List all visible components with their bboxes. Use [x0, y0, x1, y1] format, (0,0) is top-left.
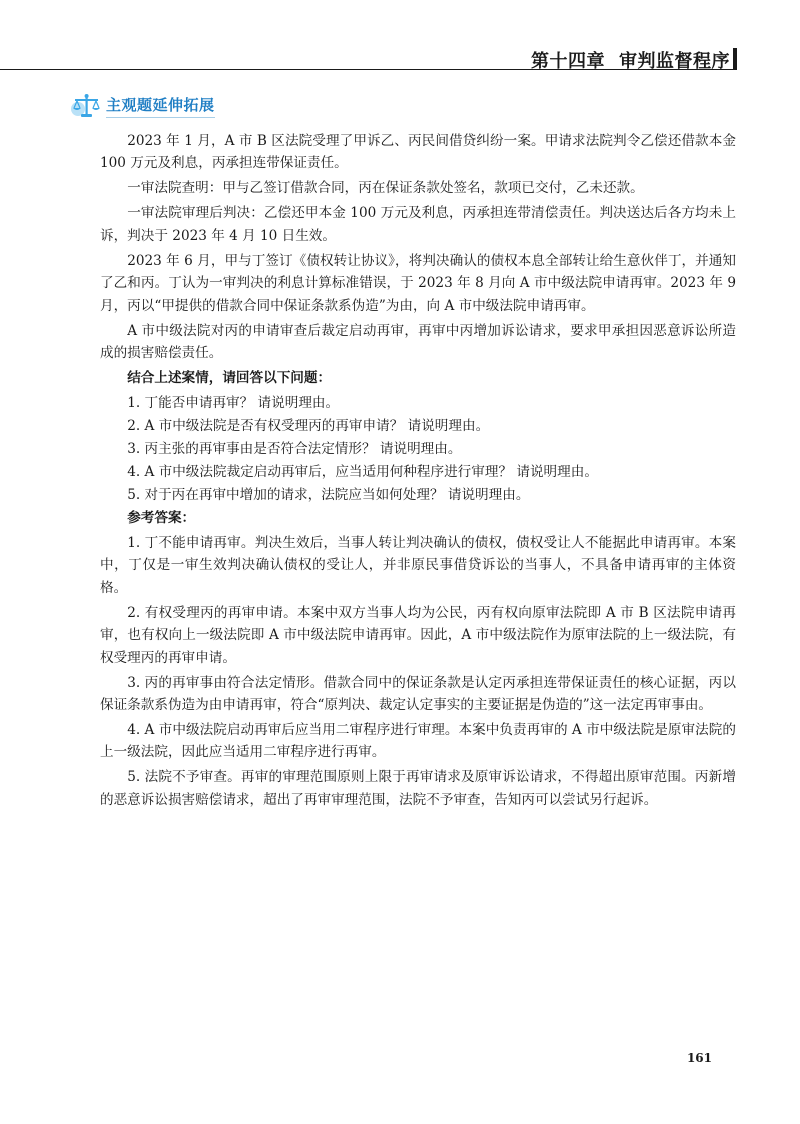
question-item: 2. A 市中级法院是否有权受理丙的再审申请？ 请说明理由。 — [127, 418, 490, 435]
questions-heading: 结合上述案情，请回答以下问题： — [127, 370, 332, 387]
question-item: 3. 丙主张的再审事由是否符合法定情形？ 请说明理由。 — [127, 441, 462, 458]
question-item: 5. 对于丙在再审中增加的请求，法院应当如何处理？ 请说明理由。 — [127, 487, 530, 504]
answer-paragraph: 5. 法院不予审查。再审的审理范围原则上限于再审请求及原审诉讼请求，不得超出原审范围。丙新增的恶意诉讼损害赔偿请求，超出了再审审理范围，法院不予审查，告知丙可以尝试另行起诉。 — [100, 769, 736, 808]
answer-paragraph: 2. 有权受理丙的再审申请。本案中双方当事人均为公民，丙有权向原审法院即 A 市 B 区法院申请再审，也有权向上一级法院即 A 市中级法院申请再审。因此，A 市中级法院作为原审法院的上一级法院，有权受理丙的再审申请。 — [100, 604, 736, 666]
case-paragraph: 一审法院审理后判决：乙偿还甲本金 100 万元及利息，丙承担连带清偿责任。判决送达后各方均未上诉，判决于 2023 年 4 月 10 日生效。 — [100, 205, 736, 244]
answer-paragraph: 3. 丙的再审事由符合法定情形。借款合同中的保证条款是认定丙承担连带保证责任的核心证据，丙以保证条款系伪造为由申请再审，符合“原判决、裁定认定事实的主要证据是伪造的”这一法定再审事由。 — [100, 674, 736, 714]
answer-paragraph: 1. 丁不能申请再审。判决生效后，当事人转让判决确认的债权，债权受让人不能据此申请再审。本案中，丁仅是一审生效判决确认债权的受让人，并非原民事借贷诉讼的当事人，不具备申请再审的主体资格。 — [100, 535, 736, 596]
section-title: 主观题延伸拓展 — [106, 94, 215, 118]
page-number: 161 — [686, 1051, 712, 1065]
case-paragraph: 2023 年 6 月，甲与丁签订《债权转让协议》，将判决确认的债权本息全部转让给生意伙伴丁，并通知了乙和丙。丁认为一审判决的利息计算标准错误，于 2023 年 8 月向 A 市中级法院申请再审。2023 年 9 月，丙以“甲提供的借款合同中保证条款系伪造”为由，向 A 市中级法院申请再审。 — [100, 252, 736, 314]
chapter-number: 第十四章 — [531, 51, 605, 72]
case-paragraph: 一审法院查明：甲与乙签订借款合同，丙在保证条款处签名，款项已交付，乙未还款。 — [127, 180, 644, 197]
case-paragraph: 2023 年 1 月，A 市 B 区法院受理了甲诉乙、丙民间借贷纠纷一案。甲请求法院判令乙偿还借款本金 100 万元及利息，丙承担连带保证责任。 — [100, 133, 736, 172]
header-end-bar — [733, 48, 737, 70]
section-heading — [70, 93, 215, 119]
main-content — [100, 130, 736, 814]
chapter-title: 审判监督程序 — [619, 51, 730, 72]
answers-heading: 参考答案： — [127, 510, 196, 527]
scales-of-justice-icon — [70, 91, 104, 121]
running-header — [531, 47, 730, 73]
question-item: 4. A 市中级法院裁定启动再审后，应当适用何种程序进行审理？ 请说明理由。 — [127, 464, 598, 481]
question-item: 1. 丁能否申请再审？ 请说明理由。 — [127, 395, 340, 412]
case-paragraph: A 市中级法院对丙的申请审查后裁定启动再审，再审中丙增加诉讼请求，要求甲承担因恶意诉讼所造成的损害赔偿责任。 — [100, 322, 736, 362]
answer-paragraph: 4. A 市中级法院启动再审后应当用二审程序进行审理。本案中负责再审的 A 市中级法院是原审法院的上一级法院，因此应当适用二审程序进行再审。 — [100, 722, 736, 761]
